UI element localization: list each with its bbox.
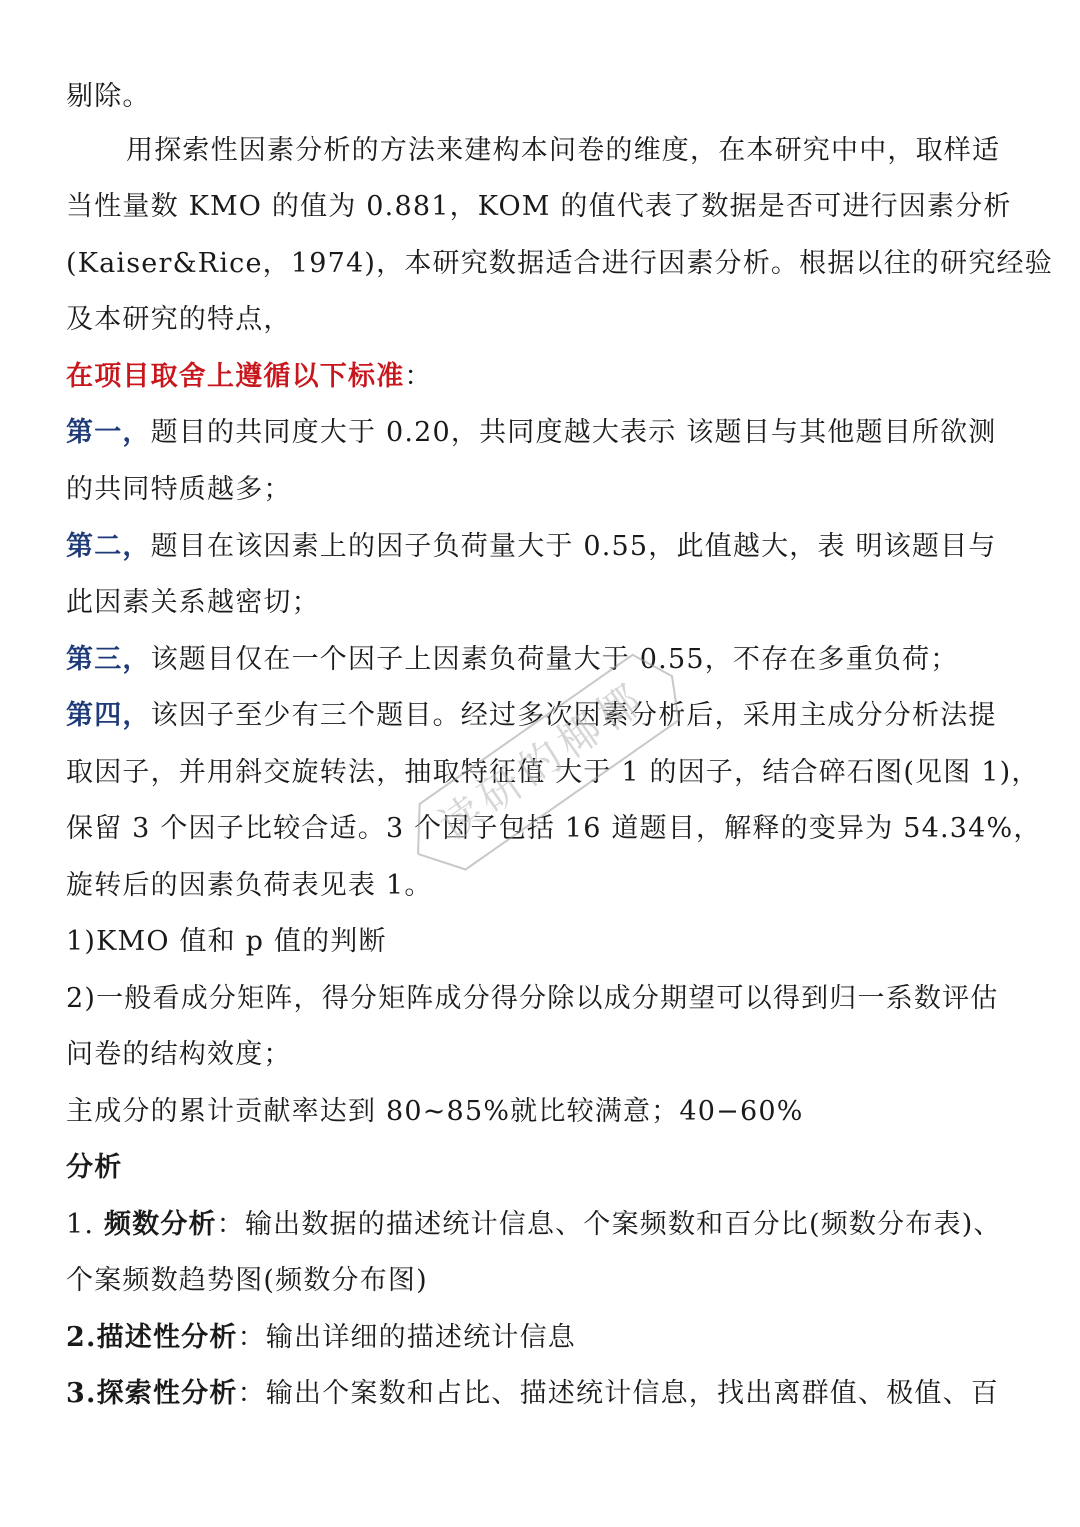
criterion-4-label: 第四， — [66, 700, 151, 731]
text-line: 及本研究的特点， — [66, 304, 292, 335]
criterion-4-text: 该因子至少有三个题目。经过多次因素分析后，采用主成分分析法提 — [150, 700, 997, 731]
text-line: 主成分的累计贡献率达到 80~85%就比较满意；40−60% — [66, 1096, 804, 1127]
criterion-3-label: 第三， — [66, 644, 151, 675]
section-heading: 分析 — [66, 1152, 123, 1183]
criterion-1-text: 题目的共同度大于 0.20，共同度越大表示 该题目与其他题目所欲测 — [150, 417, 997, 448]
text-line: 问卷的结构效度； — [66, 1039, 292, 1070]
text-line: 当性量数 KMO 的值为 0.881，KOM 的值代表了数据是否可进行因素分析 — [66, 191, 1012, 222]
criterion-2-label: 第二， — [66, 531, 151, 562]
criterion-1-label: 第一， — [66, 417, 151, 448]
text-line: 2)一般看成分矩阵，得分矩阵成分得分除以成分期望可以得到归一系数评估 — [66, 983, 999, 1014]
text-line: 旋转后的因素负荷表见表 1。 — [66, 870, 433, 901]
heading-colon: ： — [404, 361, 433, 392]
criterion-2-text: 题目在该因素上的因子负荷量大于 0.55，此值越大，表 明该题目与 — [150, 531, 997, 562]
item-2-line — [66, 1321, 1018, 1355]
item-3-text: ：输出个案数和占比、描述统计信息，找出离群值、极值、百 — [237, 1378, 999, 1409]
item-3-line — [66, 1377, 1018, 1411]
item-2-title: 2.描述性分析 — [66, 1322, 238, 1353]
criteria-heading-line — [66, 360, 1018, 394]
criterion-3-text: 该题目仅在一个因子上因素负荷量大于 0.55，不存在多重负荷； — [150, 644, 959, 675]
text-line: (Kaiser&Rice，1974)，本研究数据适合进行因素分析。根据以往的研究经验 — [66, 248, 1053, 279]
criterion-2-line — [66, 530, 1018, 564]
text-line: 1)KMO 值和 p 值的判断 — [66, 926, 387, 957]
item-1-line — [66, 1208, 1018, 1242]
item-2-text: ：输出详细的描述统计信息 — [237, 1322, 576, 1353]
criterion-1-line — [66, 416, 1018, 450]
text-line: 的共同特质越多； — [66, 474, 292, 505]
text-line: 个案频数趋势图(频数分布图) — [66, 1265, 428, 1296]
criteria-heading: 在项目取舍上遵循以下标准 — [66, 361, 405, 392]
item-1-title: 频数分析 — [103, 1209, 217, 1240]
criterion-4-line — [66, 699, 1018, 733]
text-line: 保留 3 个因子比较合适。3 个因子包括 16 道题目，解释的变异为 54.34%， — [66, 813, 1042, 844]
text-line: 此因素关系越密切； — [66, 587, 320, 618]
text-line: 剔除。 — [66, 81, 151, 112]
item-3-title: 3.探索性分析 — [66, 1378, 238, 1409]
criterion-3-line — [66, 643, 1018, 677]
item-1-text: ：输出数据的描述统计信息、个案频数和百分比(频数分布表)、 — [216, 1209, 1002, 1240]
watermark-text: 读研的椰椰 — [430, 672, 655, 851]
paragraph-line: 用探索性因素分析的方法来建构本问卷的维度，在本研究中中，取样适 — [126, 135, 1001, 166]
item-1-number: 1. — [66, 1209, 104, 1240]
text-line: 取因子，并用斜交旋转法，抽取特征值 大于 1 的因子，结合碎石图(见图 1)， — [66, 757, 1040, 788]
